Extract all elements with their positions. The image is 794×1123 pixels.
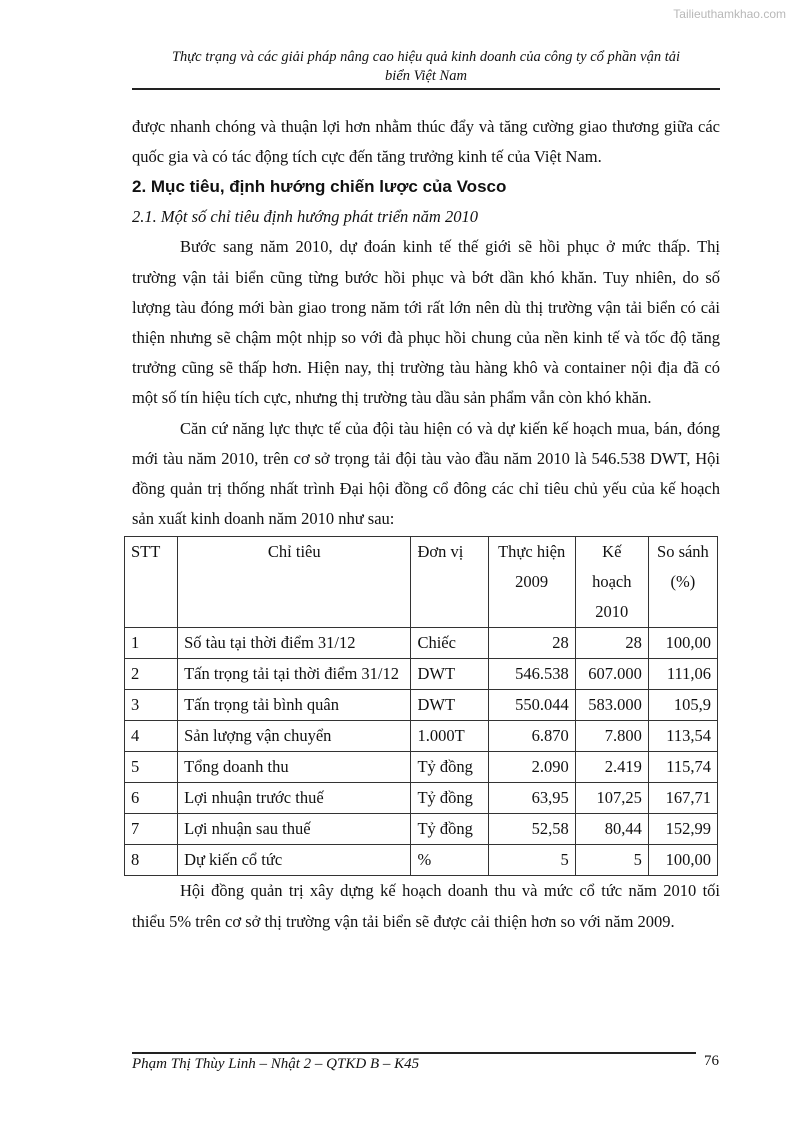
table-row (125, 659, 718, 690)
cell-chi-tieu: Dự kiến cổ tức (178, 845, 411, 876)
cell-ke-hoach: 28 (575, 628, 648, 659)
cell-don-vi: % (411, 845, 488, 876)
cell-so-sanh: 167,71 (648, 783, 717, 814)
table-row (125, 752, 718, 783)
cell-thuc-hien: 546.538 (488, 659, 575, 690)
cell-stt: 6 (125, 783, 178, 814)
header-ke-hoach: Kế hoạch 2010 (575, 537, 648, 628)
header-line-1: Thực trạng và các giải pháp nâng cao hiệu quả kinh doanh của công ty cổ phần vận tải (171, 49, 681, 65)
table-row (125, 628, 718, 659)
cell-stt: 1 (125, 628, 178, 659)
cell-so-sanh: 113,54 (648, 721, 717, 752)
cell-ke-hoach: 80,44 (575, 814, 648, 845)
table-row (125, 814, 718, 845)
cell-thuc-hien: 52,58 (488, 814, 575, 845)
cell-thuc-hien: 550.044 (488, 690, 575, 721)
cell-ke-hoach: 607.000 (575, 659, 648, 690)
cell-don-vi: Tỷ đồng (411, 752, 488, 783)
header-stt: STT (125, 537, 178, 628)
footer-divider (132, 1052, 696, 1054)
cell-stt: 2 (125, 659, 178, 690)
page-body (132, 112, 720, 937)
cell-don-vi: Tỷ đồng (411, 783, 488, 814)
cell-stt: 7 (125, 814, 178, 845)
cell-stt: 3 (125, 690, 178, 721)
cell-stt: 4 (125, 721, 178, 752)
header-divider (132, 88, 720, 90)
table-row (125, 783, 718, 814)
cell-don-vi: DWT (411, 659, 488, 690)
header-chi-tieu: Chỉ tiêu (178, 537, 411, 628)
page-number: 76 (704, 1053, 719, 1069)
cell-ke-hoach: 5 (575, 845, 648, 876)
table-row (125, 721, 718, 752)
cell-thuc-hien: 2.090 (488, 752, 575, 783)
paragraph-plan-basis: Căn cứ năng lực thực tế của đội tàu hiện có và dự kiến kế hoạch mua, bán, đóng mới tàu năm 2010, trên cơ sở trọng tải đội tàu vào đầu năm 2010 là 546.538 DWT, Hội đồng quản trị thống nhất trình Đại hội đồng cổ đông các chỉ tiêu chủ yếu của kế hoạch sản xuất kinh doanh năm 2010 như sau: (132, 418, 720, 529)
cell-chi-tieu: Tấn trọng tải tại thời điểm 31/12 (178, 659, 411, 690)
cell-thuc-hien: 28 (488, 628, 575, 659)
cell-so-sanh: 111,06 (648, 659, 717, 690)
cell-ke-hoach: 7.800 (575, 721, 648, 752)
cell-don-vi: Tỷ đồng (411, 814, 488, 845)
running-header (132, 48, 720, 86)
cell-ke-hoach: 2.419 (575, 752, 648, 783)
paragraph-dividend-plan: Hội đồng quản trị xây dựng kế hoạch doanh thu và mức cổ tức năm 2010 tối thiểu 5% trên cơ sở thị trường vận tải biển sẽ được cải thiện hơn so với năm 2009. (132, 881, 720, 931)
cell-stt: 5 (125, 752, 178, 783)
cell-chi-tieu: Số tàu tại thời điểm 31/12 (178, 628, 411, 659)
header-so-sanh: So sánh (%) (648, 537, 717, 628)
cell-thuc-hien: 5 (488, 845, 575, 876)
cell-chi-tieu: Tấn trọng tải bình quân (178, 690, 411, 721)
table-row (125, 845, 718, 876)
table-row (125, 690, 718, 721)
cell-chi-tieu: Lợi nhuận trước thuế (178, 783, 411, 814)
intro-paragraph: được nhanh chóng và thuận lợi hơn nhằm thúc đẩy và tăng cường giao thương giữa các quốc gia và có tác động tích cực đến tăng trưởng kinh tế của Việt Nam. (132, 117, 720, 167)
cell-so-sanh: 100,00 (648, 845, 717, 876)
cell-don-vi: DWT (411, 690, 488, 721)
subsection-title: 2.1. Một số chỉ tiêu định hướng phát triển năm 2010 (132, 207, 478, 227)
cell-chi-tieu: Tổng doanh thu (178, 752, 411, 783)
watermark-text: Tailieuthamkhao.com (673, 7, 786, 21)
cell-so-sanh: 115,74 (648, 752, 717, 783)
header-line-2: biển Việt Nam (385, 68, 467, 84)
header-don-vi: Đơn vị (411, 537, 488, 628)
cell-ke-hoach: 583.000 (575, 690, 648, 721)
footer-author: Phạm Thị Thùy Linh – Nhật 2 – QTKD B – K45 (132, 1056, 420, 1072)
cell-don-vi: Chiếc (411, 628, 488, 659)
cell-ke-hoach: 107,25 (575, 783, 648, 814)
cell-chi-tieu: Sản lượng vận chuyển (178, 721, 411, 752)
cell-so-sanh: 105,9 (648, 690, 717, 721)
cell-chi-tieu: Lợi nhuận sau thuế (178, 814, 411, 845)
paragraph-outlook: Bước sang năm 2010, dự đoán kinh tế thế giới sẽ hồi phục ở mức thấp. Thị trường vận tải biển cũng từng bước hồi phục và bớt dần khó khăn. Tuy nhiên, do số lượng tàu đóng mới bàn giao trong năm tới rất lớn nên dù thị trường vận tải biển có cải thiện nhưng sẽ chậm một nhịp so với đà phục hồi chung của nền kinh tế và tốc độ tăng trưởng cũng sẽ thấp hơn. Hiện nay, thị trường tàu hàng khô và container nội địa đã có một số tín hiệu tích cực, nhưng thị trường tàu dầu sản phẩm vẫn còn khó khăn. (132, 237, 720, 408)
table-header-row (125, 537, 718, 628)
cell-don-vi: 1.000T (411, 721, 488, 752)
section-title: 2. Mục tiêu, định hướng chiến lược của Vosco (132, 177, 507, 197)
targets-table (124, 536, 718, 876)
cell-so-sanh: 100,00 (648, 628, 717, 659)
cell-thuc-hien: 63,95 (488, 783, 575, 814)
header-thuc-hien: Thực hiện 2009 (488, 537, 575, 628)
cell-so-sanh: 152,99 (648, 814, 717, 845)
cell-thuc-hien: 6.870 (488, 721, 575, 752)
cell-stt: 8 (125, 845, 178, 876)
